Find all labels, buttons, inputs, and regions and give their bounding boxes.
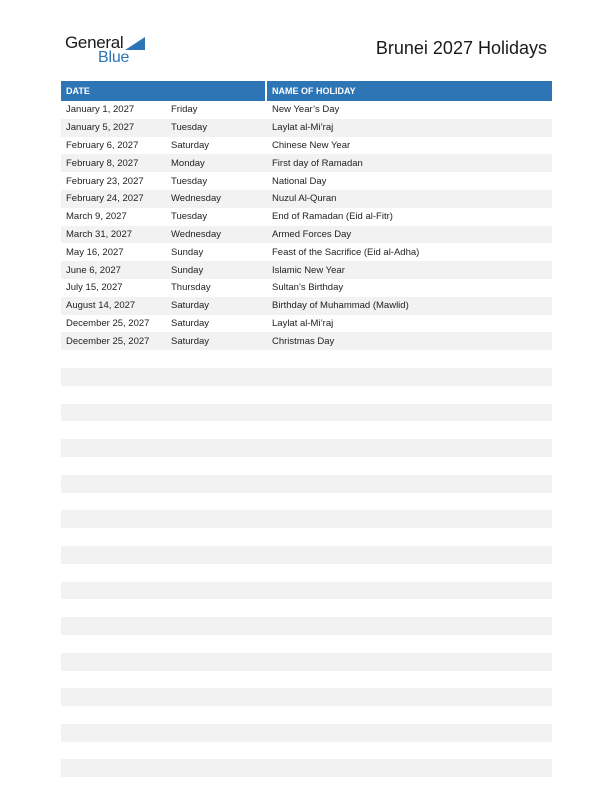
table-row [61, 759, 552, 777]
table-row [61, 154, 552, 172]
cell-date [61, 724, 166, 742]
cell-holiday-name: Christmas Day [266, 332, 552, 350]
table-row [61, 457, 552, 475]
table-row [61, 119, 552, 137]
cell-holiday-name: Nuzul Al-Quran [266, 190, 552, 208]
cell-holiday-name [266, 493, 552, 511]
cell-holiday-name: Laylat al-Mi’raj [272, 317, 334, 329]
cell-day [166, 528, 266, 546]
cell-date [61, 759, 166, 777]
cell-holiday-name: New Year’s Day [272, 104, 340, 116]
table-row [61, 368, 552, 386]
cell-day: Saturday [166, 297, 266, 315]
table-row [61, 493, 552, 511]
cell-holiday-name [266, 582, 552, 600]
table-row [61, 243, 552, 261]
cell-date: March 9, 2027 [66, 211, 127, 223]
cell-date: December 25, 2027 [66, 317, 150, 329]
table-row [61, 635, 552, 653]
cell-date [61, 510, 166, 528]
cell-day [166, 582, 266, 600]
cell-day [166, 350, 266, 368]
cell-date: August 14, 2027 [61, 297, 166, 315]
cell-date: February 6, 2027 [66, 139, 139, 151]
cell-date: June 6, 2027 [61, 261, 166, 279]
cell-day: Sunday [166, 261, 266, 279]
cell-holiday-name [266, 688, 552, 706]
cell-day: Wednesday [166, 226, 266, 244]
cell-holiday-name [266, 404, 552, 422]
cell-holiday-name [266, 475, 552, 493]
cell-day: Thursday [171, 282, 211, 294]
table-row [61, 706, 552, 724]
cell-holiday-name [266, 724, 552, 742]
cell-day: Saturday [171, 139, 210, 151]
table-row [61, 261, 552, 279]
cell-date: January 5, 2027 [61, 119, 166, 137]
cell-holiday-name [266, 617, 552, 635]
cell-date [61, 599, 166, 617]
cell-day [166, 421, 266, 439]
cell-day: Tuesday [171, 211, 208, 223]
cell-holiday-name: Chinese New Year [272, 139, 351, 151]
table-row [61, 617, 552, 635]
cell-date: February 8, 2027 [61, 154, 166, 172]
table-row [61, 688, 552, 706]
cell-date [61, 582, 166, 600]
cell-day: Tuesday [171, 175, 208, 187]
cell-day [166, 475, 266, 493]
cell-date: February 24, 2027 [61, 190, 166, 208]
cell-date [61, 564, 166, 582]
cell-day: Saturday [166, 332, 266, 350]
cell-holiday-name [266, 439, 552, 457]
table-row [61, 421, 552, 439]
cell-date [61, 368, 166, 386]
cell-day [166, 457, 266, 475]
logo-text-general: General [65, 33, 124, 52]
table-row [61, 742, 552, 760]
table-row [61, 350, 552, 368]
holidays-table [61, 81, 552, 777]
cell-holiday-name [266, 742, 552, 760]
cell-holiday-name [266, 457, 552, 475]
table-row [61, 653, 552, 671]
cell-holiday-name: Islamic New Year [266, 261, 552, 279]
cell-holiday-name [266, 706, 552, 724]
cell-holiday-name [266, 564, 552, 582]
cell-date [61, 671, 166, 689]
cell-date [61, 706, 166, 724]
cell-day [166, 671, 266, 689]
cell-day [166, 688, 266, 706]
cell-day [166, 564, 266, 582]
cell-day [166, 510, 266, 528]
cell-date: February 23, 2027 [66, 175, 144, 187]
cell-holiday-name [266, 510, 552, 528]
header-name-of-holiday: NAME OF HOLIDAY [266, 81, 552, 101]
header-date: DATE [61, 81, 266, 101]
cell-date [61, 546, 166, 564]
cell-date [61, 457, 166, 475]
cell-date [61, 404, 166, 422]
table-row [61, 599, 552, 617]
table-row [61, 475, 552, 493]
cell-date [61, 528, 166, 546]
cell-day [166, 439, 266, 457]
table-row [61, 137, 552, 155]
cell-date: March 31, 2027 [61, 226, 166, 244]
cell-date: January 1, 2027 [66, 104, 135, 116]
cell-date: May 16, 2027 [66, 246, 124, 258]
cell-holiday-name [266, 546, 552, 564]
cell-date [61, 493, 166, 511]
cell-day [166, 759, 266, 777]
table-row [61, 297, 552, 315]
table-row [61, 279, 552, 297]
cell-day [166, 653, 266, 671]
table-row [61, 404, 552, 422]
cell-holiday-name [266, 368, 552, 386]
cell-day [166, 724, 266, 742]
table-row [61, 208, 552, 226]
cell-holiday-name [266, 528, 552, 546]
cell-date [61, 617, 166, 635]
table-row [61, 386, 552, 404]
cell-day: Friday [171, 104, 198, 116]
table-row [61, 190, 552, 208]
cell-holiday-name: Armed Forces Day [266, 226, 552, 244]
cell-day: Monday [166, 154, 266, 172]
cell-day [166, 386, 266, 404]
cell-holiday-name [266, 599, 552, 617]
cell-holiday-name: End of Ramadan (Eid al-Fitr) [272, 211, 393, 223]
table-row [61, 332, 552, 350]
cell-holiday-name: Birthday of Muhammad (Mawlid) [266, 297, 552, 315]
page-title: Brunei 2027 Holidays [375, 38, 547, 58]
cell-date [61, 475, 166, 493]
cell-holiday-name [266, 421, 552, 439]
cell-holiday-name [266, 350, 552, 368]
cell-holiday-name: First day of Ramadan [266, 154, 552, 172]
cell-date: July 15, 2027 [66, 282, 123, 294]
table-row [61, 315, 552, 333]
cell-day [166, 599, 266, 617]
cell-date [61, 688, 166, 706]
cell-holiday-name [266, 386, 552, 404]
cell-date [61, 350, 166, 368]
table-row [61, 564, 552, 582]
cell-date [61, 635, 166, 653]
cell-date [61, 386, 166, 404]
cell-date [61, 653, 166, 671]
logo-text-blue: Blue [98, 49, 130, 66]
table-row [61, 582, 552, 600]
cell-holiday-name: Laylat al-Mi’raj [266, 119, 552, 137]
cell-date [61, 439, 166, 457]
cell-date [61, 742, 166, 760]
generalblue-logo [65, 33, 155, 69]
cell-holiday-name: Sultan’s Birthday [272, 282, 344, 294]
cell-holiday-name [266, 671, 552, 689]
cell-holiday-name: Feast of the Sacrifice (Eid al-Adha) [272, 246, 420, 258]
cell-day [166, 368, 266, 386]
table-row [61, 671, 552, 689]
table-row [61, 101, 552, 119]
table-row [61, 510, 552, 528]
cell-day [166, 617, 266, 635]
cell-day [166, 635, 266, 653]
cell-holiday-name [266, 759, 552, 777]
table-row [61, 528, 552, 546]
table-body [61, 101, 552, 777]
cell-holiday-name [266, 635, 552, 653]
cell-day: Wednesday [166, 190, 266, 208]
cell-date: December 25, 2027 [61, 332, 166, 350]
cell-date [61, 421, 166, 439]
cell-day: Saturday [171, 317, 210, 329]
cell-day: Sunday [171, 246, 204, 258]
table-row [61, 724, 552, 742]
table-row [61, 546, 552, 564]
table-row [61, 226, 552, 244]
cell-day [166, 546, 266, 564]
cell-day [166, 706, 266, 724]
cell-holiday-name [266, 653, 552, 671]
cell-holiday-name: National Day [272, 175, 327, 187]
cell-day [166, 742, 266, 760]
table-row [61, 172, 552, 190]
cell-day: Tuesday [166, 119, 266, 137]
cell-day [166, 404, 266, 422]
table-row [61, 439, 552, 457]
table-header-row [61, 81, 552, 101]
cell-day [166, 493, 266, 511]
